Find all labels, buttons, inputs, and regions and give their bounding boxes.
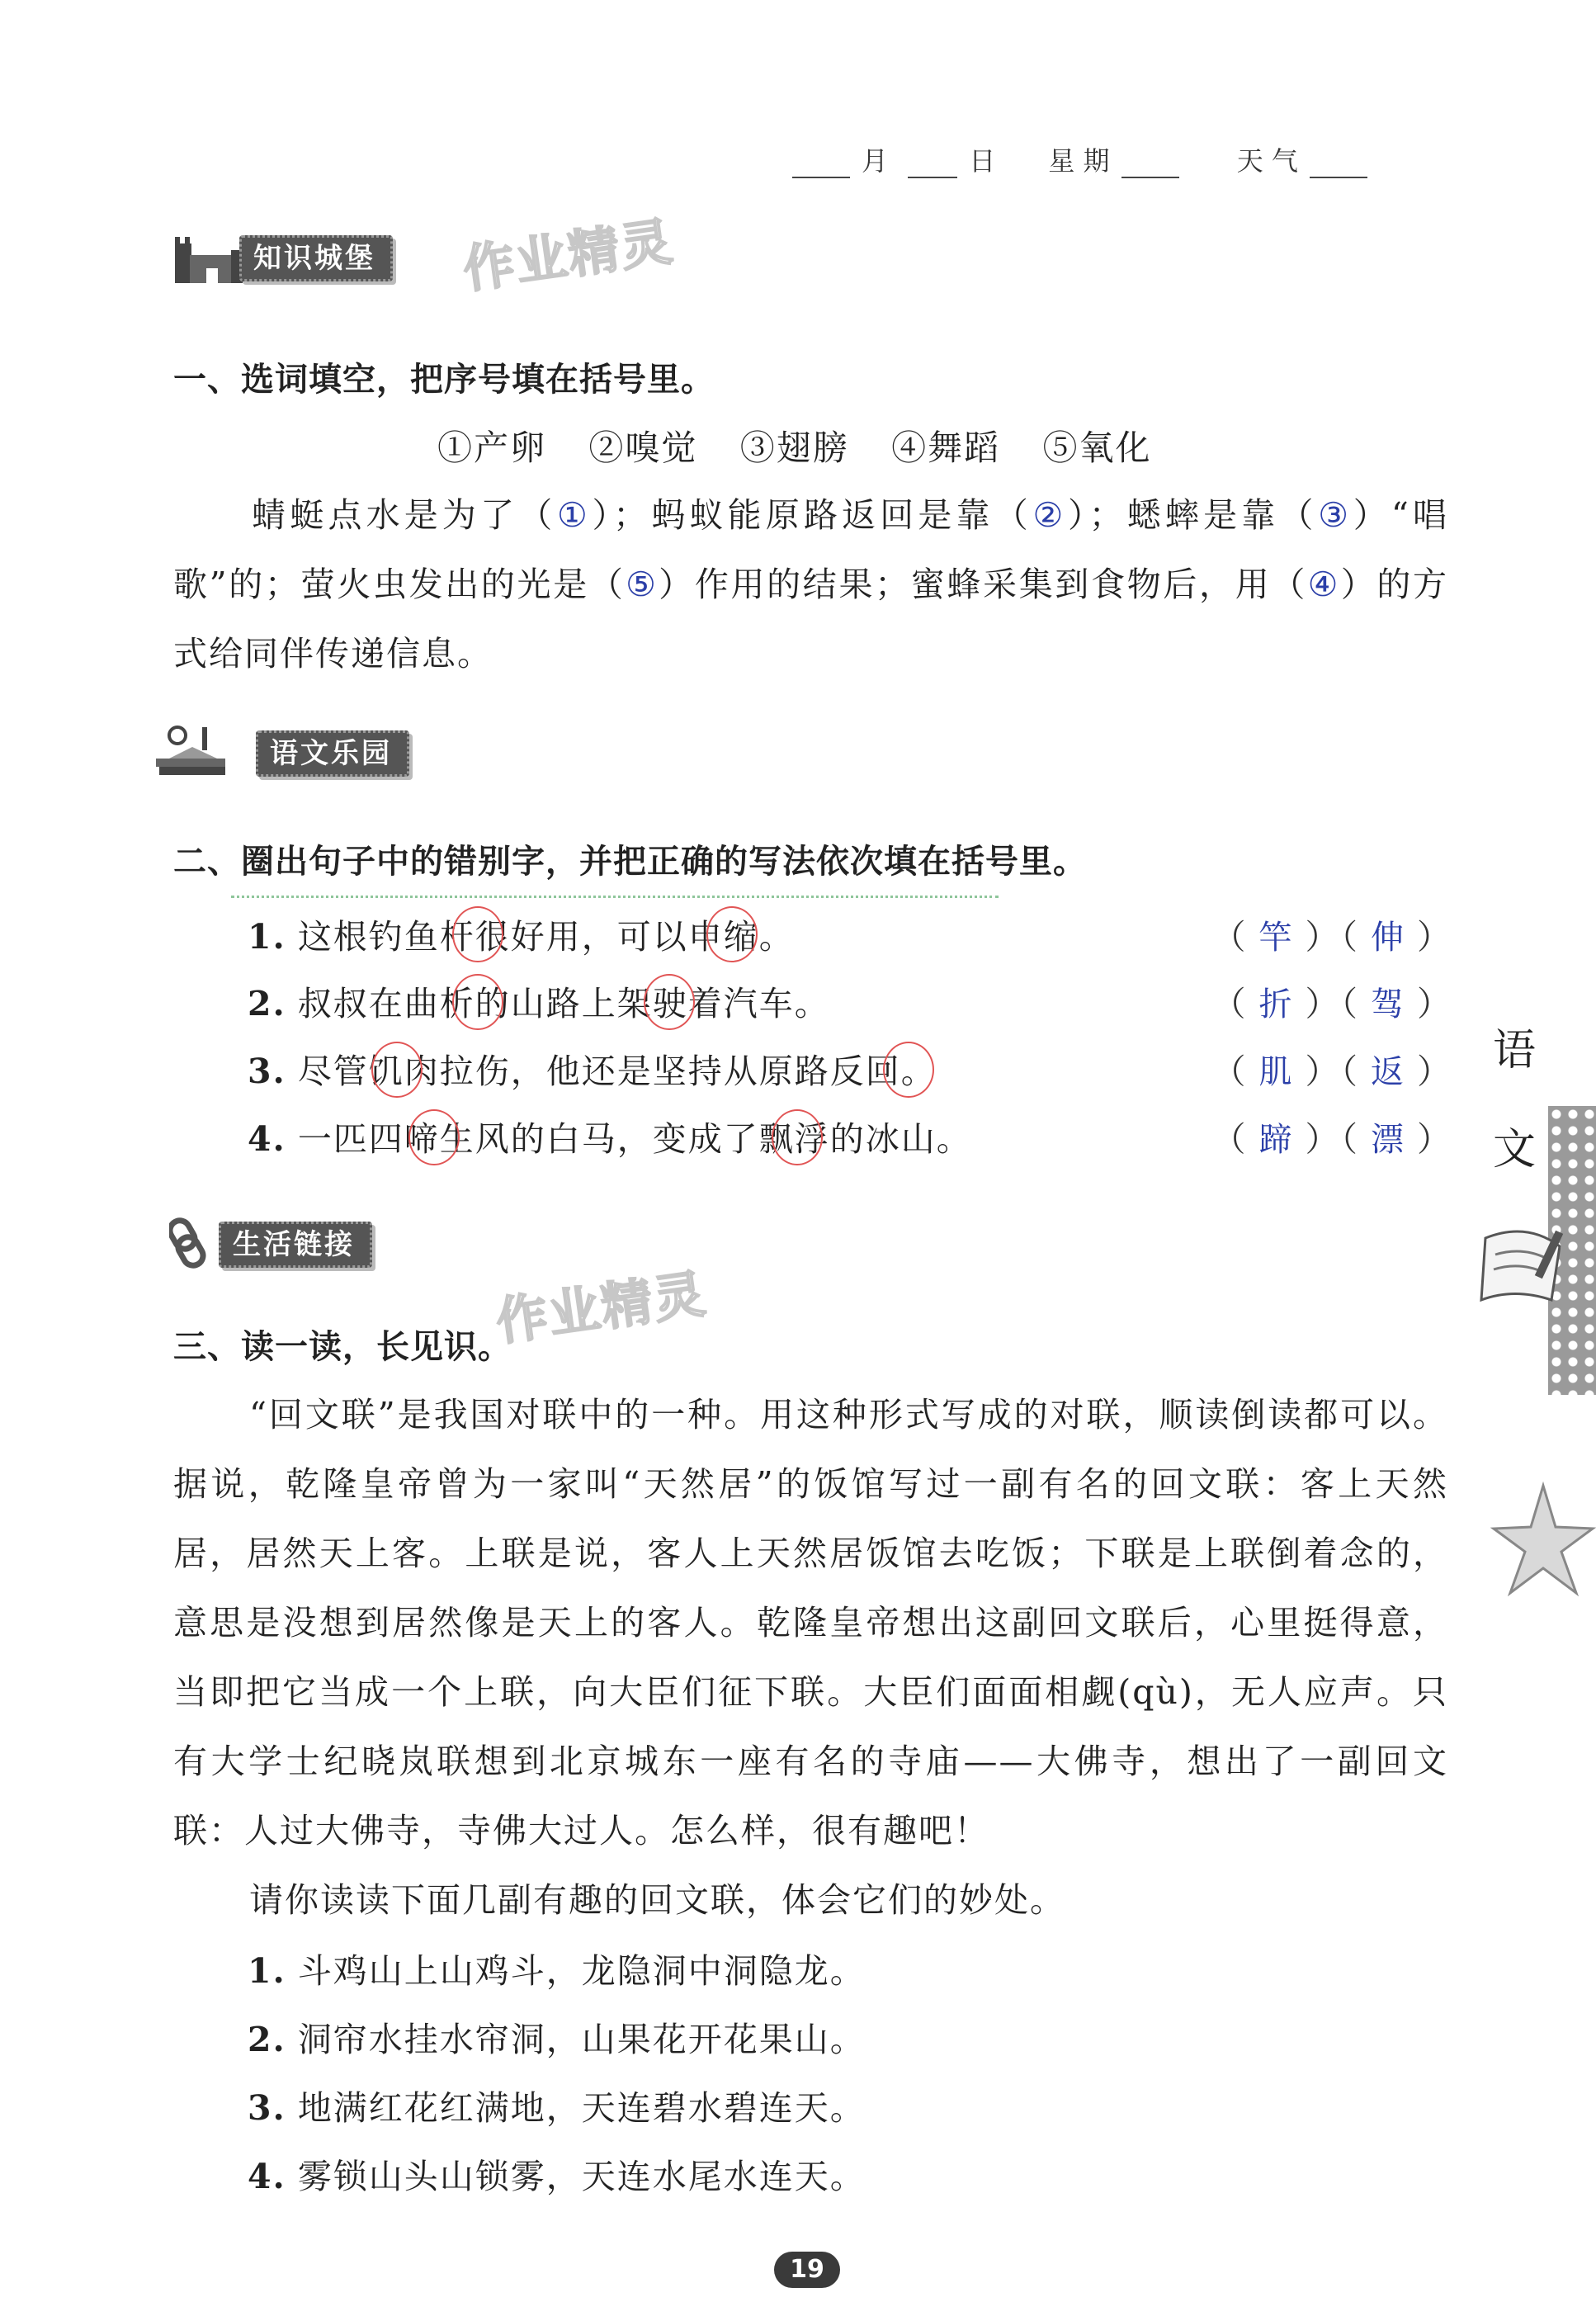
answer-pair: （ 竿 ）（ 伸 ） <box>1212 910 1453 958</box>
subject-tab-char: 语 <box>1492 1026 1536 1075</box>
day-label: 日 <box>969 145 996 177</box>
starfish-icon <box>1485 1477 1596 1601</box>
answer-pair: （ 蹄 ）（ 漂 ） <box>1212 1112 1453 1160</box>
correction-row: 4. 一匹四啼生风的白马，变成了飘浮的冰山。 （ 蹄 ）（ 漂 ） <box>248 1112 1452 1170</box>
weekday-blank[interactable] <box>1121 152 1179 178</box>
word-options <box>437 421 1182 470</box>
sentence: 这根钓鱼杆很好用，可以申缩。 <box>297 917 795 957</box>
answer-pair: （ 折 ）（ 驾 ） <box>1212 976 1453 1025</box>
answer-blank[interactable]: ① <box>556 495 589 535</box>
answer-blank[interactable]: ② <box>1032 495 1065 535</box>
answer-pair: （ 肌 ）（ 返 ） <box>1212 1044 1453 1093</box>
answer-blank[interactable]: ③ <box>1318 495 1350 535</box>
option: ②嗅觉 <box>588 428 698 468</box>
section-title: 语文乐园 <box>256 730 409 777</box>
answer-blank[interactable]: 竿 <box>1258 919 1294 957</box>
answer-blank[interactable]: 折 <box>1258 985 1294 1023</box>
couplet: 2. 洞帘水挂水帘洞，山果花开花果山。 <box>248 2020 866 2059</box>
reading-passage: “回文联”是我国对联中的一种。用这种形式写成的对联，顺读倒读都可以。据说，乾隆皇帝曾为一家叫“天然居”的饭馆写过一副有名的回文联：客上天然居，居然天上客。上联是说，客人上天然居饭馆去吃饭；下联是上联倒着念的，意思是没想到居然像是天上的客人。乾隆皇帝想出这副回文联后，心里挺得意，当即把它当成一个上联，向大臣们征下联。大臣们面面相觑(qù)，无人应声。只有大学士纪晓岚联想到北京城东一座有名的寺庙——大佛寺，想出了一副回文联：人过大佛寺，寺佛大过人。怎么样，很有趣吧！ <box>173 1395 1448 1850</box>
section-banner-knowledge <box>173 227 437 278</box>
couplet: 3. 地满红花红满地，天连碧水碧连天。 <box>248 2088 866 2128</box>
question-1-title: 一、选词填空，把序号填在括号里。 <box>173 361 715 399</box>
question-2-title: 二、圈出句子中的错别字，并把正确的写法依次填在括号里。 <box>173 843 1087 881</box>
correction-row: 1. 这根钓鱼杆很好用，可以申缩。 （ 竿 ）（ 伸 ） <box>248 910 1452 967</box>
error-circle <box>452 906 503 962</box>
option: ④舞蹈 <box>891 428 1001 468</box>
error-circle <box>408 1109 460 1165</box>
date-weather-line <box>792 140 1386 182</box>
answer-blank[interactable]: 返 <box>1371 1053 1405 1091</box>
watermark: 作业精灵 <box>492 1263 711 1353</box>
watermark: 作业精灵 <box>459 210 678 300</box>
option: ⑤氧化 <box>1042 428 1152 468</box>
weather-label: 天 气 <box>1236 145 1298 177</box>
sentence: 尽管饥肉拉伤，他还是坚持从原路反回。 <box>297 1052 937 1091</box>
couplet: 1. 斗鸡山上山鸡斗，龙隐洞中洞隐龙。 <box>248 1951 866 1991</box>
couplet: 4. 雾锁山头山锁雾，天连水尾水连天。 <box>248 2157 866 2196</box>
answer-blank[interactable]: ⑤ <box>626 565 658 604</box>
section-banner-life <box>169 1213 417 1264</box>
day-blank[interactable] <box>908 152 957 178</box>
section-title: 生活链接 <box>219 1222 372 1268</box>
error-circle <box>772 1109 823 1165</box>
option: ①产卵 <box>437 428 547 468</box>
error-circle <box>452 974 503 1030</box>
answer-blank[interactable]: 驾 <box>1371 985 1405 1023</box>
question-3-title: 三、读一读，长见识。 <box>173 1328 512 1366</box>
answer-blank[interactable]: 蹄 <box>1258 1121 1294 1159</box>
answer-blank[interactable]: 漂 <box>1371 1121 1405 1159</box>
section-title: 知识城堡 <box>239 235 393 281</box>
month-label: 月 <box>862 145 889 177</box>
dotted-divider <box>231 896 999 898</box>
error-circle <box>371 1042 423 1098</box>
weather-blank[interactable] <box>1310 152 1367 178</box>
weekday-label: 星 期 <box>1048 145 1110 177</box>
answer-blank[interactable]: 伸 <box>1371 919 1405 957</box>
month-blank[interactable] <box>792 152 850 178</box>
page-number: 19 <box>774 2252 840 2288</box>
answer-blank[interactable]: 肌 <box>1258 1053 1294 1091</box>
question-1-text: 蜻蜓点水是为了（①）；蚂蚁能原路返回是靠（②）；蟋蟀是靠（③）“唱歌”的；萤火虫发出的光是（⑤）作用的结果；蜜蜂采集到食物后，用（④）的方式给同伴传递信息。 <box>173 480 1448 688</box>
option: ③翅膀 <box>739 428 849 468</box>
correction-row: 2. 叔叔在曲析的山路上架驶着汽车。 （ 折 ）（ 驾 ） <box>248 976 1452 1034</box>
sentence: 一匹四啼生风的白马，变成了飘浮的冰山。 <box>297 1119 972 1159</box>
section-banner-chinese <box>153 722 450 773</box>
reading-prompt: 请你读读下面几副有趣的回文联，体会它们的妙处。 <box>249 1880 1065 1920</box>
books-icon <box>153 722 231 780</box>
subject-tab-char: 文 <box>1492 1125 1536 1175</box>
error-circle <box>706 906 758 962</box>
error-circle <box>644 974 695 1030</box>
sentence: 叔叔在曲析的山路上架驶着汽车。 <box>297 984 830 1023</box>
error-circle <box>883 1042 934 1098</box>
answer-blank[interactable]: ④ <box>1307 565 1340 604</box>
correction-row: 3. 尽管饥肉拉伤，他还是坚持从原路反回。 （ 肌 ）（ 返 ） <box>248 1044 1452 1102</box>
paper-pen-icon <box>1477 1222 1576 1312</box>
